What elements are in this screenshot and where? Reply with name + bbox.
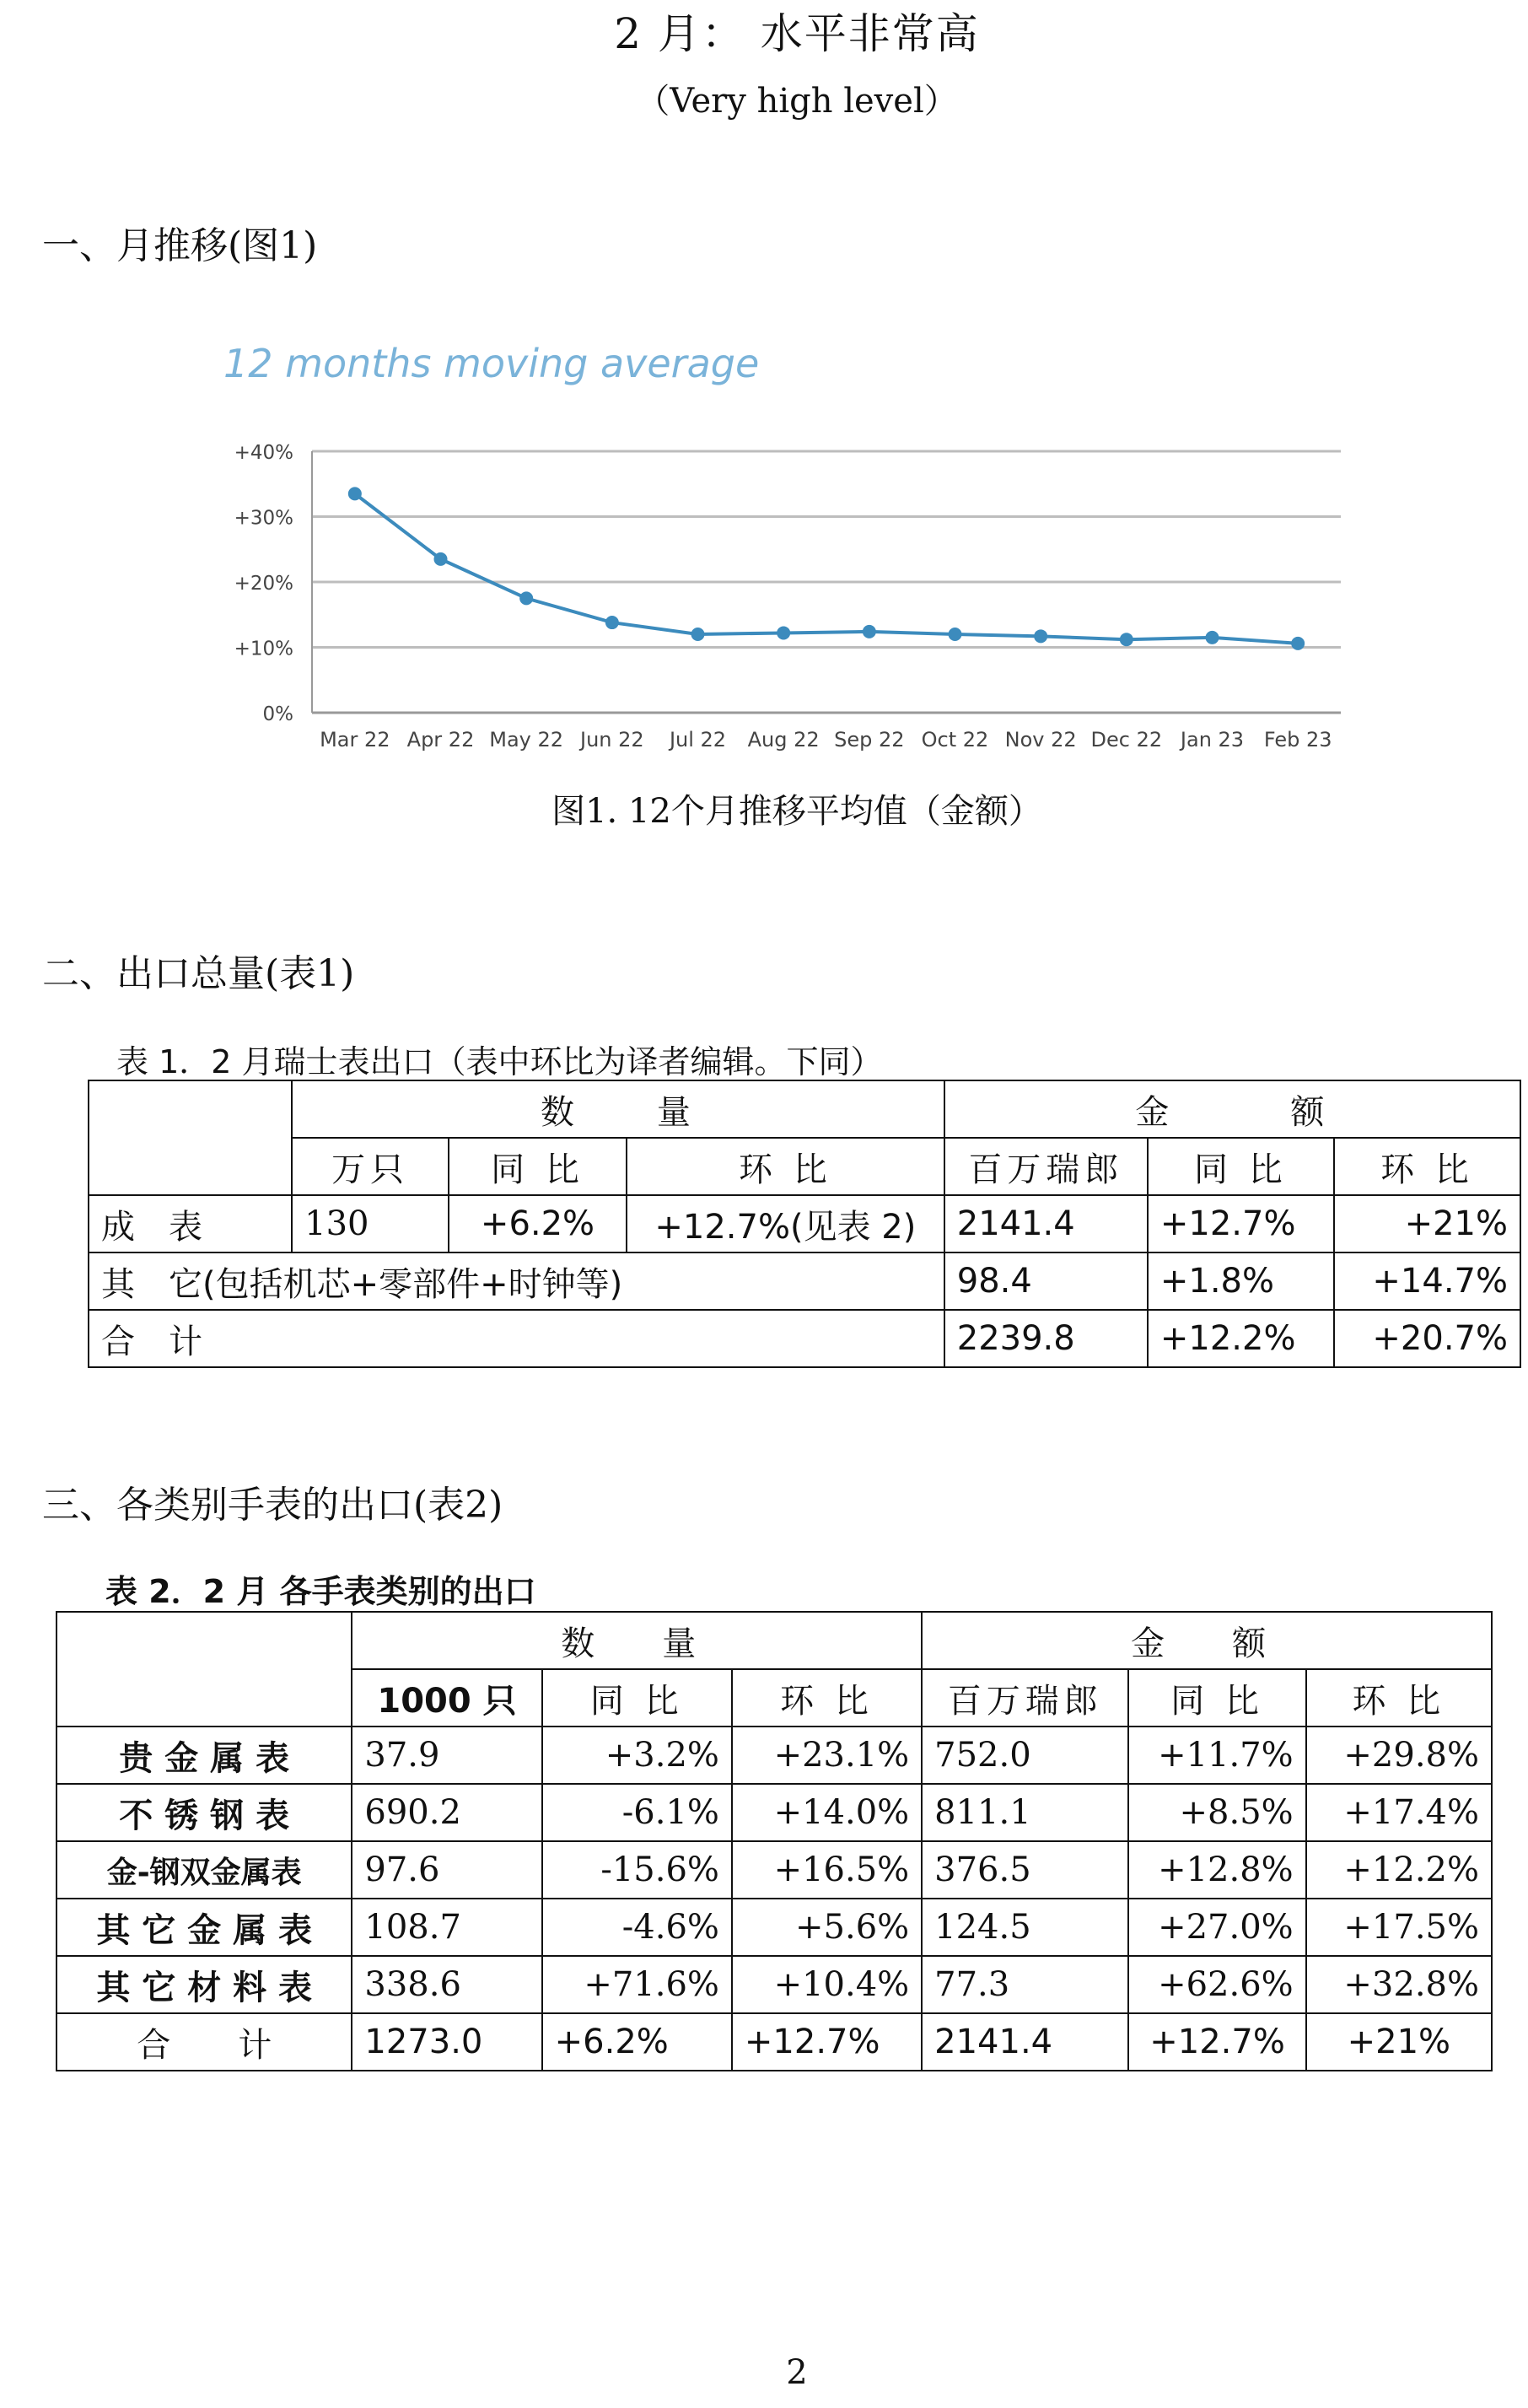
y-tick-label: 0% — [262, 703, 293, 725]
x-tick-label: Jun 22 — [579, 728, 644, 751]
table-cell: 37.9 — [352, 1727, 541, 1784]
table2-subheader: 环 比 — [1306, 1669, 1492, 1727]
table-cell: 77.3 — [922, 1956, 1128, 2013]
data-point — [1206, 631, 1219, 644]
data-point — [1034, 629, 1047, 643]
x-tick-label: Jul 22 — [669, 728, 727, 751]
table-row — [56, 1727, 1492, 1784]
row-label: 其 它 材 料 表 — [56, 1956, 352, 2013]
section-2-heading: 二、出口总量(表1) — [42, 952, 355, 995]
table-cell: +3.2% — [542, 1727, 732, 1784]
table2-subheader: 百万瑞郎 — [922, 1669, 1128, 1727]
y-tick-label: +10% — [234, 638, 293, 660]
table1-subheader: 百万瑞郎 — [944, 1138, 1148, 1195]
figure-caption: 图1. 12个月推移平均值（金额） — [551, 792, 1042, 831]
table-cell: +29.8% — [1306, 1727, 1492, 1784]
table1 — [88, 1080, 1521, 1368]
table-cell: +12.2% — [1148, 1310, 1334, 1367]
table-cell: 752.0 — [922, 1727, 1128, 1784]
table1-caption: 表 1．2 月瑞士表出口（表中环比为译者编辑。下同） — [116, 1043, 883, 1080]
table1-group-qty: 数 量 — [292, 1080, 944, 1138]
x-tick-label: Dec 22 — [1090, 728, 1163, 751]
table-cell: +21% — [1306, 2013, 1492, 2071]
table-cell: 2141.4 — [944, 1195, 1148, 1252]
table-cell: 97.6 — [352, 1841, 541, 1899]
table-cell: +14.7% — [1334, 1252, 1520, 1310]
data-point — [348, 487, 362, 500]
table1-subheader: 同 比 — [1148, 1138, 1334, 1195]
table-cell: +20.7% — [1334, 1310, 1520, 1367]
table-row — [56, 1784, 1492, 1841]
table-cell: 98.4 — [944, 1252, 1148, 1310]
row-label: 其 它 金 属 表 — [56, 1899, 352, 1956]
table-cell: +1.8% — [1148, 1252, 1334, 1310]
table-cell: -15.6% — [542, 1841, 732, 1899]
table-cell: +12.7% — [732, 2013, 922, 2071]
table1-corner — [89, 1080, 292, 1195]
table-cell: 376.5 — [922, 1841, 1128, 1899]
x-tick-label: Nov 22 — [1004, 728, 1077, 751]
data-point — [434, 552, 448, 566]
table2-subheader: 同 比 — [542, 1669, 732, 1727]
table-cell: +12.7% — [1128, 2013, 1305, 2071]
section-3-heading: 三、各类别手表的出口(表2) — [42, 1484, 503, 1527]
table2-caption: 表 2．2 月 各手表类别的出口 — [105, 1573, 536, 1610]
table-cell: +6.2% — [449, 1195, 627, 1252]
y-tick-label: +20% — [234, 573, 293, 595]
table2-group-qty: 数 量 — [352, 1612, 922, 1669]
row-label: 不 锈 钢 表 — [56, 1784, 352, 1841]
table-cell: +27.0% — [1128, 1899, 1305, 1956]
x-tick-label: Jan 23 — [1180, 728, 1245, 751]
data-point — [777, 626, 790, 639]
table2-subheader: 1000 只 — [352, 1669, 541, 1727]
table-cell: +12.2% — [1306, 1841, 1492, 1899]
table2-subheader: 环 比 — [732, 1669, 922, 1727]
table2-corner — [56, 1612, 352, 1727]
table-cell: 338.6 — [352, 1956, 541, 2013]
table2-subheader: 同 比 — [1128, 1669, 1305, 1727]
table-cell: +11.7% — [1128, 1727, 1305, 1784]
table-cell: +21% — [1334, 1195, 1520, 1252]
x-tick-label: Aug 22 — [747, 728, 820, 751]
table-cell: 108.7 — [352, 1899, 541, 1956]
data-point — [605, 616, 619, 629]
y-tick-label: +40% — [234, 442, 293, 464]
table2 — [56, 1611, 1493, 2071]
table-cell: +5.6% — [732, 1899, 922, 1956]
table-cell: 811.1 — [922, 1784, 1128, 1841]
chart-title: 12 months moving average — [223, 341, 760, 386]
data-point — [949, 628, 962, 641]
table-cell: +16.5% — [732, 1841, 922, 1899]
table-cell: 2141.4 — [922, 2013, 1128, 2071]
data-point — [1291, 637, 1305, 650]
table-cell: 130 — [292, 1195, 449, 1252]
table2-group-val: 金 额 — [922, 1612, 1492, 1669]
table-cell: +12.7% — [1148, 1195, 1334, 1252]
table-cell: +6.2% — [542, 2013, 732, 2071]
table-cell: +17.4% — [1306, 1784, 1492, 1841]
row-label: 合 计 — [89, 1310, 944, 1367]
table-row — [89, 1310, 1520, 1367]
x-tick-label: Sep 22 — [834, 728, 905, 751]
table-row — [56, 1841, 1492, 1899]
table1-subheader: 万只 — [292, 1138, 449, 1195]
table-cell: +8.5% — [1128, 1784, 1305, 1841]
x-tick-label: Apr 22 — [406, 728, 475, 751]
table-cell: +10.4% — [732, 1956, 922, 2013]
table-cell: +17.5% — [1306, 1899, 1492, 1956]
x-tick-label: Feb 23 — [1263, 728, 1332, 751]
table1-subheader: 同 比 — [449, 1138, 627, 1195]
table-cell: +71.6% — [542, 1956, 732, 2013]
section-1-heading: 一、月推移(图1) — [42, 224, 318, 267]
y-tick-label: +30% — [234, 507, 293, 530]
table-cell: 1273.0 — [352, 2013, 541, 2071]
page-title: 2 月： 水平非常高 — [614, 9, 980, 58]
table-cell: +12.7%(见表 2) — [627, 1195, 944, 1252]
table-cell: 124.5 — [922, 1899, 1128, 1956]
table-row — [56, 1956, 1492, 2013]
row-label: 贵 金 属 表 — [56, 1727, 352, 1784]
table-row — [56, 1899, 1492, 1956]
data-point — [691, 628, 705, 641]
table-row — [56, 2013, 1492, 2071]
table1-subheader: 环 比 — [627, 1138, 944, 1195]
row-label: 金-钢双金属表 — [56, 1841, 352, 1899]
data-point — [863, 625, 876, 638]
row-label: 成 表 — [89, 1195, 292, 1252]
row-label: 合 计 — [56, 2013, 352, 2071]
table1-group-val: 金 额 — [944, 1080, 1520, 1138]
data-point — [519, 591, 533, 605]
table-cell: 2239.8 — [944, 1310, 1148, 1367]
table-cell: 690.2 — [352, 1784, 541, 1841]
table1-subheader: 环 比 — [1334, 1138, 1520, 1195]
table-cell: +32.8% — [1306, 1956, 1492, 2013]
x-tick-label: Mar 22 — [320, 728, 390, 751]
table-cell: +23.1% — [732, 1727, 922, 1784]
row-label: 其 它(包括机芯+零部件+时钟等) — [89, 1252, 944, 1310]
x-tick-label: Oct 22 — [921, 728, 989, 751]
moving-average-chart — [211, 325, 1366, 772]
table-cell: +14.0% — [732, 1784, 922, 1841]
page-subtitle: （Very high level） — [636, 82, 958, 121]
table-row — [89, 1252, 1520, 1310]
data-point — [1120, 633, 1133, 646]
table-row — [89, 1195, 1520, 1252]
table-cell: -4.6% — [542, 1899, 732, 1956]
table-cell: +62.6% — [1128, 1956, 1305, 2013]
table-cell: +12.8% — [1128, 1841, 1305, 1899]
x-tick-label: May 22 — [489, 728, 564, 751]
table-cell: -6.1% — [542, 1784, 732, 1841]
page-number: 2 — [786, 2353, 808, 2392]
